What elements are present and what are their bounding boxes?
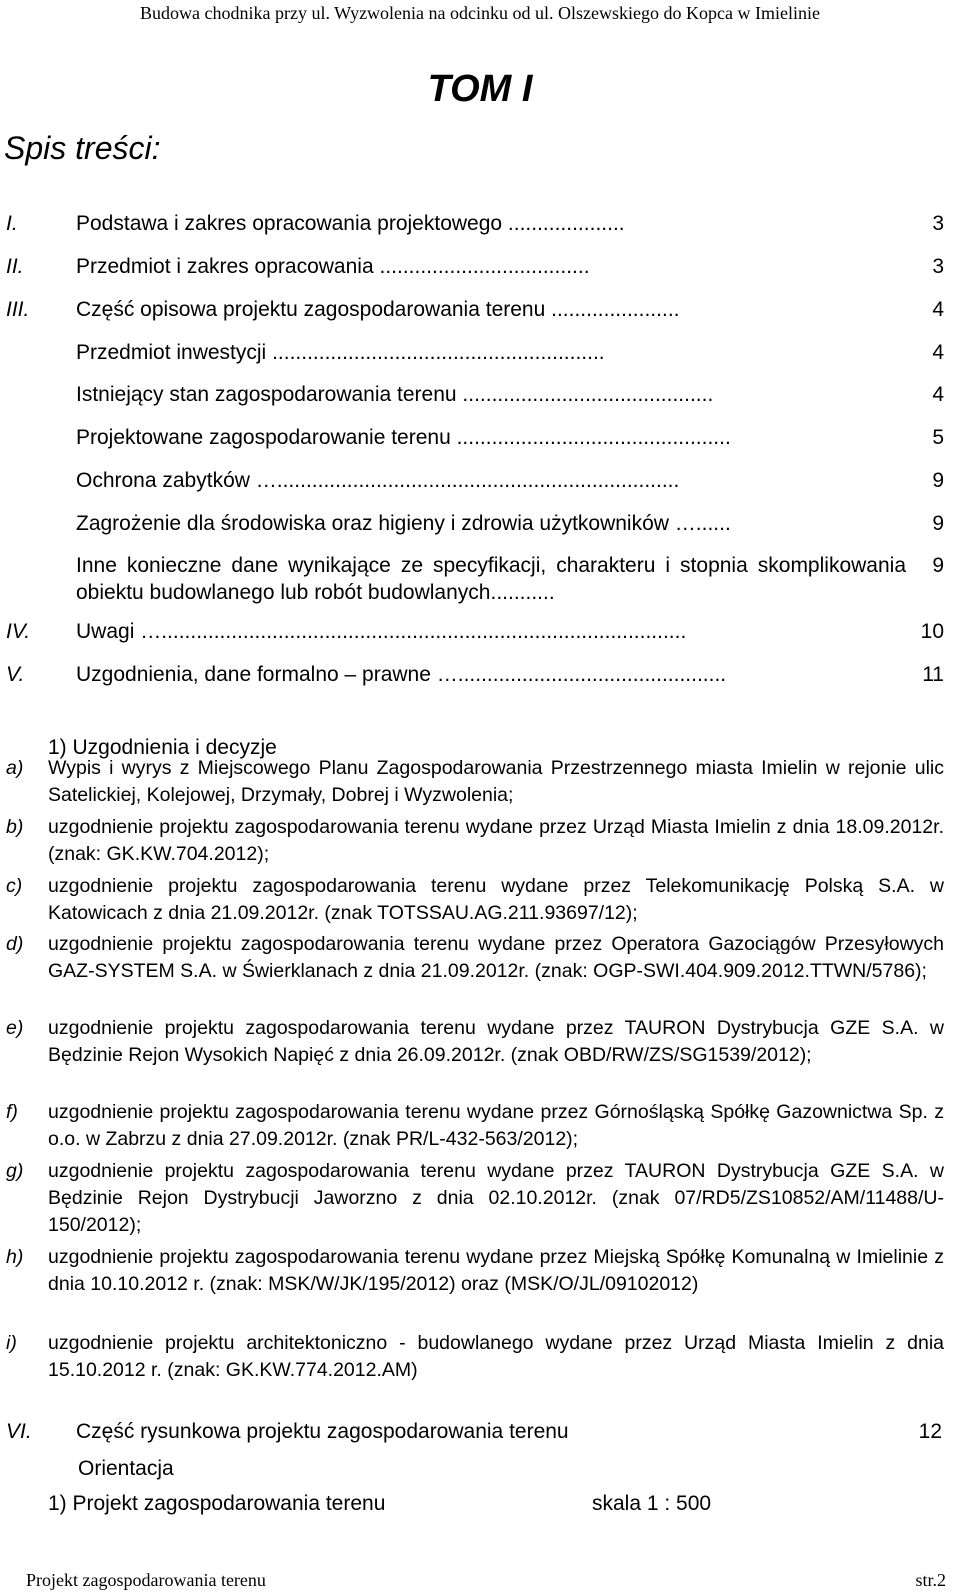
toc-text: Inne konieczne dane wynikające ze specyfikacji, charakteru i stopnia skomplikowania obiektu budowlanego lub robót budowlanych........... — [76, 554, 906, 604]
toc-text: Zagrożenie dla środowiska oraz higieny i zdrowia użytkowników …...... — [76, 512, 731, 535]
orientation-label: Orientacja — [78, 1457, 174, 1480]
section-title: Część rysunkowa projektu zagospodarowania terenu — [76, 1420, 569, 1443]
list-letter: g) — [6, 1160, 24, 1182]
list-letter: e) — [6, 1017, 24, 1039]
toc-number: V. — [6, 663, 25, 686]
list-letter: a) — [6, 757, 24, 779]
toc-number: I. — [6, 212, 18, 235]
toc-page-number: 4 — [932, 383, 944, 406]
list-text: uzgodnienie projektu zagospodarowania terenu wydane przez Telekomunikację Polską S.A. w Katowicach z dnia 21.09.2012r. (znak TOTSSAU.AG.211.93697/12); — [48, 875, 944, 924]
toc-text: Projektowane zagospodarowanie terenu ............................................... — [76, 426, 731, 449]
toc-page-number: 3 — [932, 255, 944, 278]
toc-page-number: 9 — [932, 469, 944, 492]
toc-page-number: 11 — [922, 663, 944, 686]
toc-text: Podstawa i zakres opracowania projektowego .................... — [76, 212, 625, 235]
toc-page-number: 9 — [932, 554, 944, 577]
page-header: Budowa chodnika przy ul. Wyzwolenia na odcinku od ul. Olszewskiego do Kopca w Imielinie — [140, 3, 820, 23]
toc-text: Ochrona zabytków …..................................................................... — [76, 469, 680, 492]
toc-text: Istniejący stan zagospodarowania terenu ........................................... — [76, 383, 714, 406]
toc-entry — [0, 552, 960, 606]
list-letter: i) — [6, 1332, 17, 1354]
toc-page-number: 4 — [932, 341, 944, 364]
drawing-scale: skala 1 : 500 — [592, 1492, 712, 1515]
toc-page-number: 3 — [932, 212, 944, 235]
toc-number: III. — [6, 298, 30, 321]
list-text: uzgodnienie projektu zagospodarowania terenu wydane przez Operatora Gazociągów Przesyłowych GAZ-SYSTEM S.A. w Świerklanach z dnia 21.09.2012r. (znak: OGP-SWI.404.909.2012.TTWN/5786); — [48, 933, 944, 982]
list-letter: d) — [6, 933, 24, 955]
toc-page-number: 9 — [932, 512, 944, 535]
list-text: uzgodnienie projektu architektoniczno - budowlanego wydane przez Urząd Miasta Imielin z dnia 15.10.2012 r. (znak: GK.KW.774.2012.AM) — [48, 1332, 944, 1381]
page-footer — [0, 1566, 960, 1595]
section-page-number: 12 — [918, 1420, 942, 1443]
volume-title: TOM I — [427, 68, 533, 110]
drawing-name: 1) Projekt zagospodarowania terenu — [48, 1492, 386, 1515]
contents-title: Spis treści: — [4, 130, 161, 166]
toc-text: Część opisowa projektu zagospodarowania terenu ...................... — [76, 298, 680, 321]
list-text: Wypis i wyrys z Miejscowego Planu Zagospodarowania Przestrzennego miasta Imielin w rejonie ulic Satelickiej, Kolejowej, Drzymały, Dobrej i Wyzwolenia; — [48, 757, 944, 806]
toc-page-number: 10 — [920, 620, 944, 643]
toc-page-number: 5 — [932, 426, 944, 449]
approvals-heading: 1) Uzgodnienia i decyzje — [48, 736, 277, 759]
footer-page-number: str.2 — [915, 1570, 946, 1590]
toc-text: Przedmiot inwestycji ......................................................... — [76, 341, 605, 364]
list-text: uzgodnienie projektu zagospodarowania terenu wydane przez TAURON Dystrybucja GZE S.A. w Będzinie Rejon Wysokich Napięć z dnia 26.09.2012r. (znak OBD/RW/ZS/SG1539/2012); — [48, 1017, 944, 1066]
list-letter: b) — [6, 816, 24, 838]
list-letter: h) — [6, 1246, 24, 1268]
toc-text: Przedmiot i zakres opracowania .................................... — [76, 255, 590, 278]
toc-number: IV. — [6, 620, 31, 643]
list-text: uzgodnienie projektu zagospodarowania terenu wydane przez TAURON Dystrybucja GZE S.A. w Będzinie Rejon Dystrybucji Jaworzno z dnia 02.10.2012r. (znak 07/RD5/ZS10852/AM/11488/U-150/2012); — [48, 1160, 944, 1236]
list-text: uzgodnienie projektu zagospodarowania terenu wydane przez Górnośląską Spółkę Gazownictwa Sp. z o.o. w Zabrzu z dnia 27.09.2012r. (znak PR/L-432-563/2012); — [48, 1101, 944, 1150]
section-number: VI. — [6, 1420, 32, 1443]
toc-text: Uzgodnienia, dane formalno – prawne ….............................................. — [76, 663, 727, 686]
list-letter: f) — [6, 1101, 18, 1123]
list-letter: c) — [6, 875, 23, 897]
list-text: uzgodnienie projektu zagospodarowania terenu wydane przez Miejską Spółkę Komunalną w Imielinie z dnia 10.10.2012 r. (znak: MSK/W/JK/195/2012) oraz (MSK/O/JL/09102012) — [48, 1246, 944, 1295]
toc-number: II. — [6, 255, 24, 278]
toc-page-number: 4 — [932, 298, 944, 321]
footer-title: Projekt zagospodarowania terenu — [26, 1570, 266, 1590]
list-text: uzgodnienie projektu zagospodarowania terenu wydane przez Urząd Miasta Imielin z dnia 18.09.2012r. (znak: GK.KW.704.2012); — [48, 816, 944, 865]
toc-text: Uwagi ….......................................................................................... — [76, 620, 687, 643]
